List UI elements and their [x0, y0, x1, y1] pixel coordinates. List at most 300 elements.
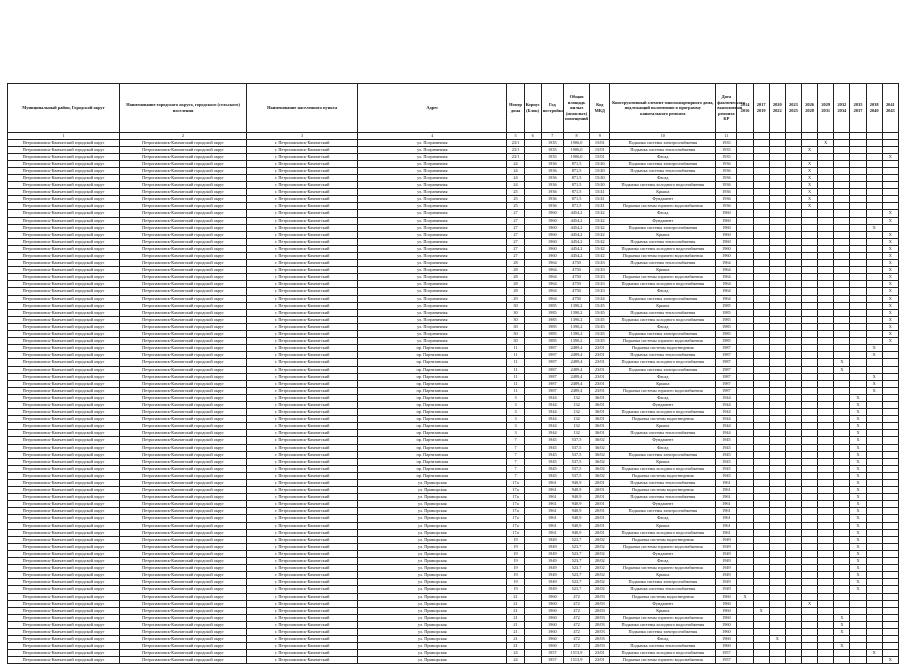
- house-number-cell: 7: [507, 465, 524, 472]
- period-cell: [802, 508, 818, 515]
- period-cell: [834, 182, 850, 189]
- element-cell: Фасад: [610, 210, 716, 217]
- period-mark: X: [802, 167, 818, 174]
- period-cell: [882, 189, 898, 196]
- element-cell: Подкачка системы электроснабжения: [610, 331, 716, 338]
- period-cell: [753, 543, 769, 550]
- period-cell: [785, 345, 801, 352]
- area-cell: 2489,4: [563, 373, 589, 380]
- address-cell: ул. Приморская: [358, 607, 507, 614]
- settlement-cell: Петропавловск-Камчатский городской округ: [120, 274, 247, 281]
- period-cell: [785, 174, 801, 181]
- address-cell: пр. Партизанская: [358, 409, 507, 416]
- period-cell: [753, 394, 769, 401]
- period-cell: [818, 288, 834, 295]
- period-cell: [753, 167, 769, 174]
- address-cell: ул. Пограничная: [358, 281, 507, 288]
- header-district: Муниципальный район, Городской округ: [8, 84, 120, 133]
- table-row: [8, 182, 899, 189]
- period-cell: [785, 650, 801, 657]
- period-cell: [802, 359, 818, 366]
- repair-date-cell: 1987: [716, 373, 737, 380]
- element-cell: Подкачка системы водоотведения: [610, 345, 716, 352]
- house-number-cell: 27: [507, 224, 524, 231]
- period-cell: [802, 323, 818, 330]
- period-cell: [753, 260, 769, 267]
- period-cell: [802, 373, 818, 380]
- period-cell: [802, 245, 818, 252]
- area-cell: 537,5: [563, 465, 589, 472]
- element-cell: Фасад: [610, 373, 716, 380]
- house-number-cell: 19: [507, 565, 524, 572]
- period-cell: [818, 373, 834, 380]
- period-cell: [785, 331, 801, 338]
- period-cell: [785, 522, 801, 529]
- repair-date-cell: 1961: [716, 501, 737, 508]
- address-cell: ул. Приморская: [358, 650, 507, 657]
- period-cell: [818, 550, 834, 557]
- repair-date-cell: 1961: [716, 494, 737, 501]
- period-cell: [818, 593, 834, 600]
- district-cell: Петропавловск-Камчатский городской округ: [8, 494, 120, 501]
- period-cell: [785, 139, 801, 146]
- period-cell: [737, 430, 753, 437]
- period-cell: [866, 267, 882, 274]
- address-cell: ул. Пограничная: [358, 238, 507, 245]
- period-cell: [850, 139, 866, 146]
- period-cell: [882, 529, 898, 536]
- period-cell: [882, 558, 898, 565]
- period-cell: [818, 182, 834, 189]
- building-cell: [524, 366, 541, 373]
- table-row: [8, 260, 899, 267]
- period-mark: X: [866, 224, 882, 231]
- period-cell: [866, 593, 882, 600]
- area-cell: 871,5: [563, 203, 589, 210]
- period-cell: [769, 409, 785, 416]
- period-mark: X: [850, 465, 866, 472]
- period-cell: [785, 607, 801, 614]
- element-cell: Фасад: [610, 515, 716, 522]
- building-cell: [524, 650, 541, 657]
- element-cell: Подкачка системы теплоснабжения: [610, 586, 716, 593]
- address-cell: ул. Приморская: [358, 480, 507, 487]
- period-cell: [785, 316, 801, 323]
- period-cell: [882, 494, 898, 501]
- period-cell: [737, 359, 753, 366]
- table-row: [8, 189, 899, 196]
- period-cell: [866, 508, 882, 515]
- year-built-cell: 1960: [541, 593, 563, 600]
- element-cell: Крыша: [610, 423, 716, 430]
- building-cell: [524, 558, 541, 565]
- element-cell: Фасад: [610, 444, 716, 451]
- year-built-cell: 1960: [541, 636, 563, 643]
- period-cell: [802, 480, 818, 487]
- locality-cell: г. Петропавловск-Камчатский: [247, 565, 358, 572]
- period-cell: [850, 600, 866, 607]
- settlement-cell: Петропавловск-Камчатский городской округ: [120, 536, 247, 543]
- period-cell: [882, 423, 898, 430]
- period-cell: [850, 302, 866, 309]
- house-number-cell: 23/1: [507, 139, 524, 146]
- area-cell: 523,7: [563, 565, 589, 572]
- table-row: [8, 522, 899, 529]
- period-cell: [753, 196, 769, 203]
- code-cell: 15/01: [590, 146, 610, 153]
- address-cell: ул. Пограничная: [358, 231, 507, 238]
- settlement-cell: Петропавловск-Камчатский городской округ: [120, 586, 247, 593]
- repair-date-cell: 1945: [716, 465, 737, 472]
- locality-cell: г. Петропавловск-Камчатский: [247, 501, 358, 508]
- period-cell: [802, 458, 818, 465]
- period-cell: [753, 352, 769, 359]
- period-cell: [850, 657, 866, 664]
- period-cell: [866, 260, 882, 267]
- period-cell: [769, 515, 785, 522]
- settlement-cell: Петропавловск-Камчатский городской округ: [120, 444, 247, 451]
- house-number-cell: 19: [507, 550, 524, 557]
- address-cell: ул. Приморская: [358, 543, 507, 550]
- element-cell: Подкачка системы электроснабжения: [610, 366, 716, 373]
- settlement-cell: Петропавловск-Камчатский городской округ: [120, 146, 247, 153]
- header-area: Общая площадь жилых (нежилых) помещений: [563, 84, 589, 133]
- header-period: 2023 2025: [785, 84, 801, 133]
- period-cell: [753, 487, 769, 494]
- house-number-cell: 7: [507, 437, 524, 444]
- year-built-cell: 1949: [541, 558, 563, 565]
- period-cell: [818, 650, 834, 657]
- locality-cell: г. Петропавловск-Камчатский: [247, 316, 358, 323]
- settlement-cell: Петропавловск-Камчатский городской округ: [120, 316, 247, 323]
- repair-date-cell: 1960: [716, 621, 737, 628]
- code-cell: 36/01: [590, 430, 610, 437]
- period-mark: X: [753, 607, 769, 614]
- period-cell: [834, 167, 850, 174]
- address-cell: ул. Приморская: [358, 586, 507, 593]
- settlement-cell: Петропавловск-Камчатский городской округ: [120, 210, 247, 217]
- locality-cell: г. Петропавловск-Камчатский: [247, 607, 358, 614]
- element-cell: Крыша: [610, 572, 716, 579]
- address-cell: пр. Партизанская: [358, 359, 507, 366]
- house-number-cell: 3: [507, 409, 524, 416]
- period-cell: [769, 189, 785, 196]
- element-cell: Подкачка системы холодного водоснабжения: [610, 529, 716, 536]
- period-cell: [866, 359, 882, 366]
- period-cell: [785, 238, 801, 245]
- building-cell: [524, 316, 541, 323]
- settlement-cell: Петропавловск-Камчатский городской округ: [120, 423, 247, 430]
- period-cell: [785, 565, 801, 572]
- settlement-cell: Петропавловск-Камчатский городской округ: [120, 189, 247, 196]
- repair-date-cell: 1945: [716, 444, 737, 451]
- repair-date-cell: 1944: [716, 423, 737, 430]
- repair-date-cell: 1964: [716, 281, 737, 288]
- period-cell: [818, 146, 834, 153]
- period-cell: [834, 260, 850, 267]
- period-cell: [882, 373, 898, 380]
- address-cell: ул. Приморская: [358, 579, 507, 586]
- period-cell: [834, 288, 850, 295]
- code-cell: 36/01: [590, 394, 610, 401]
- settlement-cell: Петропавловск-Камчатский городской округ: [120, 253, 247, 260]
- period-cell: [769, 430, 785, 437]
- repair-date-cell: 1985: [716, 309, 737, 316]
- period-cell: [818, 302, 834, 309]
- house-number-cell: 30: [507, 323, 524, 330]
- settlement-cell: Петропавловск-Камчатский городской округ: [120, 657, 247, 664]
- building-cell: [524, 203, 541, 210]
- period-cell: [753, 515, 769, 522]
- period-cell: [834, 409, 850, 416]
- period-cell: [850, 621, 866, 628]
- period-cell: [866, 338, 882, 345]
- building-cell: [524, 472, 541, 479]
- locality-cell: г. Петропавловск-Камчатский: [247, 323, 358, 330]
- period-cell: [834, 494, 850, 501]
- period-cell: [737, 458, 753, 465]
- district-cell: Петропавловск-Камчатский городской округ: [8, 586, 120, 593]
- table-row: [8, 444, 899, 451]
- house-number-cell: 25: [507, 189, 524, 196]
- period-cell: [866, 529, 882, 536]
- period-cell: [785, 643, 801, 650]
- year-built-cell: 1987: [541, 366, 563, 373]
- house-number-cell: 30: [507, 309, 524, 316]
- settlement-cell: Петропавловск-Камчатский городской округ: [120, 288, 247, 295]
- period-cell: [818, 543, 834, 550]
- period-cell: [737, 203, 753, 210]
- period-cell: [850, 146, 866, 153]
- district-cell: Петропавловск-Камчатский городской округ: [8, 139, 120, 146]
- table-row: [8, 487, 899, 494]
- header-period: 2017 2019: [753, 84, 769, 133]
- building-cell: [524, 600, 541, 607]
- year-built-cell: 1987: [541, 387, 563, 394]
- year-built-cell: 1961: [541, 501, 563, 508]
- period-cell: [802, 501, 818, 508]
- repair-date-cell: 1964: [716, 274, 737, 281]
- code-cell: 36/01: [590, 401, 610, 408]
- period-cell: [737, 621, 753, 628]
- period-cell: [769, 437, 785, 444]
- element-cell: Фасад: [610, 153, 716, 160]
- address-cell: ул. Приморская: [358, 636, 507, 643]
- area-cell: 4454,2: [563, 210, 589, 217]
- settlement-cell: Петропавловск-Камчатский городской округ: [120, 182, 247, 189]
- header-settlement: Наименование городского округа, городского (сельского) поселения: [120, 84, 247, 133]
- area-cell: 523,7: [563, 536, 589, 543]
- period-cell: [769, 345, 785, 352]
- settlement-cell: Петропавловск-Камчатский городской округ: [120, 508, 247, 515]
- period-cell: [785, 323, 801, 330]
- period-cell: [802, 281, 818, 288]
- element-cell: Крыша: [610, 189, 716, 196]
- period-cell: [866, 288, 882, 295]
- period-cell: [753, 614, 769, 621]
- building-cell: [524, 444, 541, 451]
- settlement-cell: Петропавловск-Камчатский городской округ: [120, 153, 247, 160]
- period-cell: [866, 550, 882, 557]
- area-cell: 2489,4: [563, 387, 589, 394]
- period-cell: [785, 586, 801, 593]
- period-mark: X: [882, 295, 898, 302]
- area-cell: 871,5: [563, 160, 589, 167]
- area-cell: 523,7: [563, 558, 589, 565]
- area-cell: 537,5: [563, 437, 589, 444]
- repair-date-cell: 1964: [716, 260, 737, 267]
- district-cell: Петропавловск-Камчатский городской округ: [8, 508, 120, 515]
- district-cell: Петропавловск-Камчатский городской округ: [8, 423, 120, 430]
- locality-cell: г. Петропавловск-Камчатский: [247, 636, 358, 643]
- period-cell: [882, 543, 898, 550]
- year-built-cell: 1944: [541, 423, 563, 430]
- period-cell: [737, 174, 753, 181]
- period-cell: [882, 614, 898, 621]
- address-cell: пр. Партизанская: [358, 416, 507, 423]
- locality-cell: г. Петропавловск-Камчатский: [247, 338, 358, 345]
- house-number-cell: 28: [507, 267, 524, 274]
- period-cell: [866, 203, 882, 210]
- address-cell: ул. Пограничная: [358, 160, 507, 167]
- period-cell: [785, 465, 801, 472]
- period-mark: X: [850, 550, 866, 557]
- address-cell: ул. Пограничная: [358, 253, 507, 260]
- area-cell: 132: [563, 423, 589, 430]
- house-number-cell: 3: [507, 430, 524, 437]
- repair-date-cell: 1936: [716, 203, 737, 210]
- table-row: [8, 430, 899, 437]
- period-cell: [737, 401, 753, 408]
- code-cell: 20/02: [590, 558, 610, 565]
- period-cell: [802, 543, 818, 550]
- header-period: 2029 2031: [818, 84, 834, 133]
- address-cell: ул. Приморская: [358, 572, 507, 579]
- period-mark: X: [769, 636, 785, 643]
- year-built-cell: 1960: [541, 614, 563, 621]
- period-cell: [882, 401, 898, 408]
- element-cell: Крыша: [610, 380, 716, 387]
- table-row: [8, 423, 899, 430]
- period-mark: X: [850, 515, 866, 522]
- table-row: [8, 614, 899, 621]
- settlement-cell: Петропавловск-Камчатский городской округ: [120, 621, 247, 628]
- period-cell: [753, 210, 769, 217]
- period-cell: [866, 394, 882, 401]
- period-cell: [834, 650, 850, 657]
- element-cell: Подкачка системы электроснабжения: [610, 628, 716, 635]
- period-cell: [785, 338, 801, 345]
- period-cell: [769, 543, 785, 550]
- year-built-cell: 1960: [541, 607, 563, 614]
- period-cell: [737, 245, 753, 252]
- period-mark: X: [882, 260, 898, 267]
- period-cell: [753, 231, 769, 238]
- area-cell: 1390,2: [563, 323, 589, 330]
- period-cell: [866, 515, 882, 522]
- element-cell: Фундамент: [610, 501, 716, 508]
- house-number-cell: 19: [507, 536, 524, 543]
- locality-cell: г. Петропавловск-Камчатский: [247, 536, 358, 543]
- period-cell: [882, 203, 898, 210]
- district-cell: Петропавловск-Камчатский городской округ: [8, 345, 120, 352]
- period-cell: [818, 316, 834, 323]
- year-built-cell: 1936: [541, 174, 563, 181]
- element-cell: Подкачка системы теплоснабжения: [610, 480, 716, 487]
- element-cell: Подкачка системы водоотведения: [610, 487, 716, 494]
- table-row: [8, 451, 899, 458]
- code-cell: 15/42: [590, 253, 610, 260]
- house-number-cell: 23/1: [507, 146, 524, 153]
- area-cell: 472: [563, 621, 589, 628]
- period-cell: [818, 352, 834, 359]
- district-cell: Петропавловск-Камчатский городской округ: [8, 657, 120, 664]
- period-cell: [882, 579, 898, 586]
- area-cell: 4750: [563, 260, 589, 267]
- period-mark: X: [802, 160, 818, 167]
- period-cell: [834, 550, 850, 557]
- period-cell: [769, 600, 785, 607]
- period-cell: [866, 174, 882, 181]
- area-cell: 472: [563, 614, 589, 621]
- period-cell: [785, 451, 801, 458]
- period-cell: [818, 558, 834, 565]
- header-repair-date: Дата фактического выполнения ремонта КР: [716, 84, 737, 133]
- period-cell: [882, 550, 898, 557]
- house-number-cell: 17а: [507, 487, 524, 494]
- period-cell: [818, 586, 834, 593]
- period-cell: [785, 572, 801, 579]
- house-number-cell: 21: [507, 607, 524, 614]
- area-cell: 2489,4: [563, 352, 589, 359]
- period-cell: [818, 423, 834, 430]
- period-cell: [866, 309, 882, 316]
- period-cell: [834, 217, 850, 224]
- locality-cell: г. Петропавловск-Камчатский: [247, 628, 358, 635]
- settlement-cell: Петропавловск-Камчатский городской округ: [120, 160, 247, 167]
- element-cell: Крыша: [610, 522, 716, 529]
- code-cell: 15/40: [590, 174, 610, 181]
- address-cell: ул. Пограничная: [358, 146, 507, 153]
- house-number-cell: 24: [507, 174, 524, 181]
- year-built-cell: 1944: [541, 430, 563, 437]
- period-cell: [834, 515, 850, 522]
- settlement-cell: Петропавловск-Камчатский городской округ: [120, 167, 247, 174]
- period-cell: [802, 522, 818, 529]
- period-cell: [834, 572, 850, 579]
- period-cell: [769, 387, 785, 394]
- period-cell: [818, 401, 834, 408]
- repair-date-cell: 1960: [716, 628, 737, 635]
- locality-cell: г. Петропавловск-Камчатский: [247, 522, 358, 529]
- period-cell: [834, 423, 850, 430]
- period-cell: [769, 451, 785, 458]
- area-cell: 1390,2: [563, 331, 589, 338]
- period-cell: [866, 451, 882, 458]
- code-cell: 20/01: [590, 480, 610, 487]
- period-cell: [834, 274, 850, 281]
- period-cell: [834, 472, 850, 479]
- period-cell: [866, 657, 882, 664]
- year-built-cell: 1961: [541, 522, 563, 529]
- period-cell: [769, 558, 785, 565]
- building-cell: [524, 146, 541, 153]
- locality-cell: г. Петропавловск-Камчатский: [247, 451, 358, 458]
- area-cell: 4454,2: [563, 253, 589, 260]
- period-cell: [834, 465, 850, 472]
- area-cell: 472: [563, 643, 589, 650]
- period-cell: [850, 331, 866, 338]
